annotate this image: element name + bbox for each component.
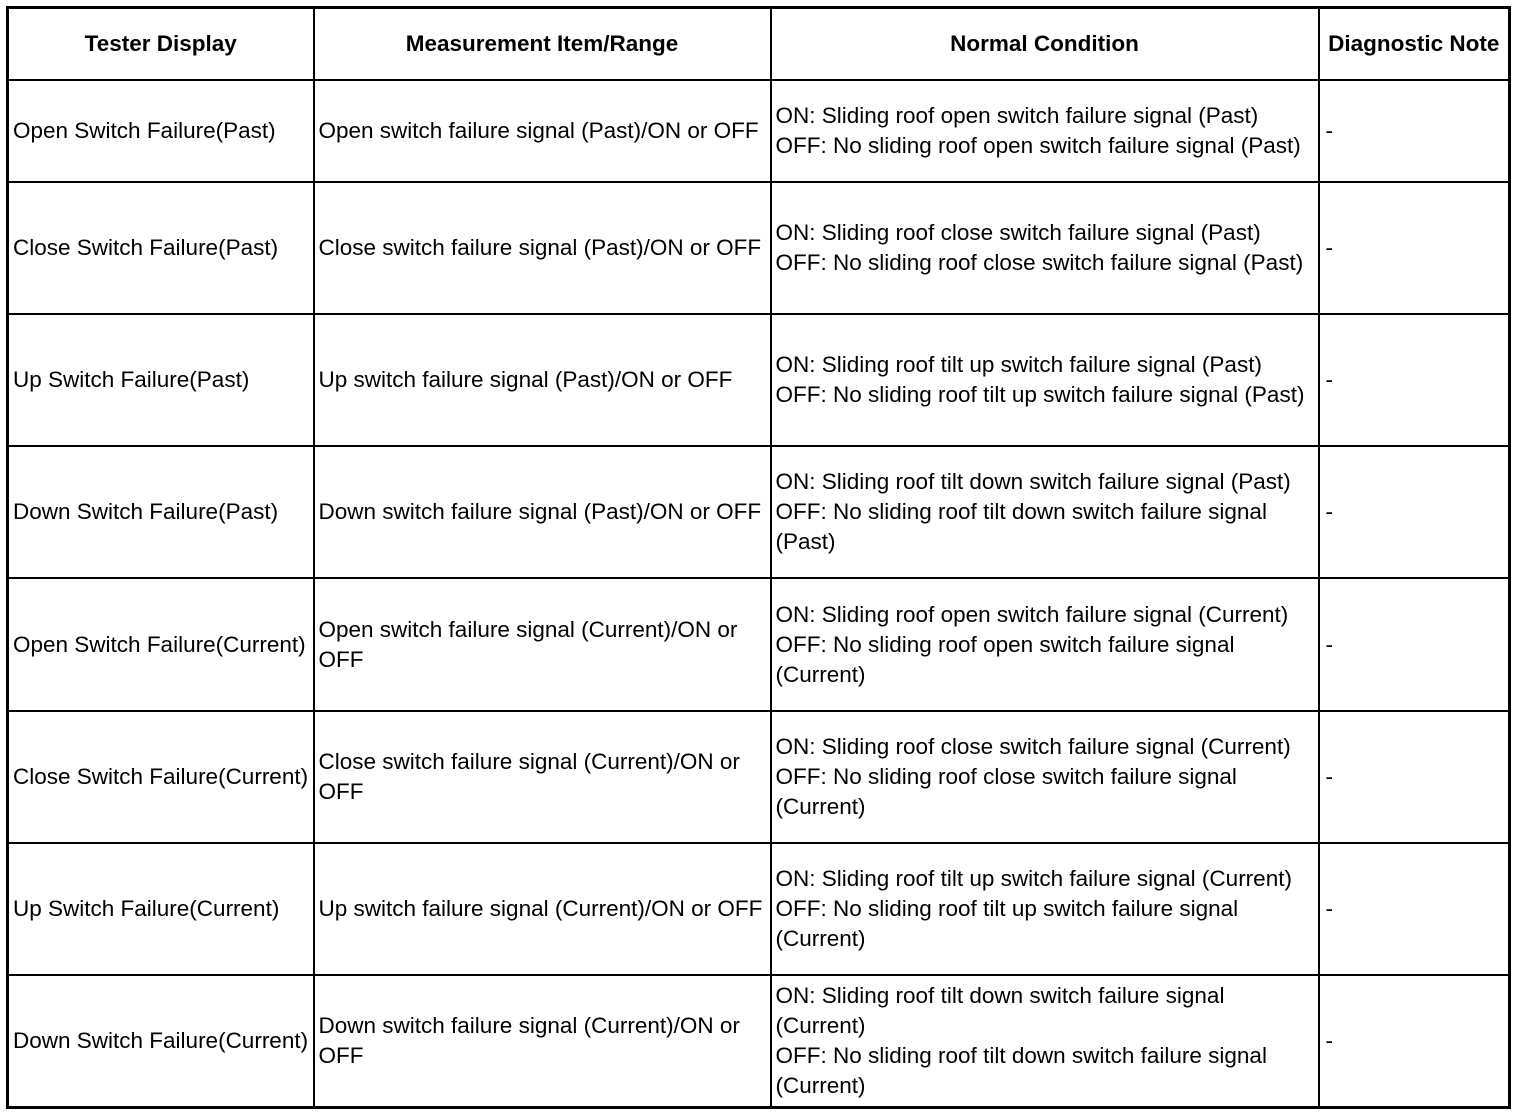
normal-condition-cell xyxy=(771,314,1319,446)
table-row xyxy=(8,578,1510,710)
diagnostic-note-cell: - xyxy=(1319,182,1510,314)
normal-condition-cell xyxy=(771,578,1319,710)
diagnostic-note-cell: - xyxy=(1319,314,1510,446)
diagnostic-note-cell: - xyxy=(1319,711,1510,843)
normal-condition-on: ON: Sliding roof tilt down switch failure signal (Current) xyxy=(775,983,1225,1039)
table-row xyxy=(8,446,1510,578)
measurement-item-cell: Up switch failure signal (Current)/ON or OFF xyxy=(314,843,771,975)
table-row xyxy=(8,843,1510,975)
table-row xyxy=(8,314,1510,446)
diagnostic-table xyxy=(6,6,1511,1109)
normal-condition-off: OFF: No sliding roof close switch failure signal (Past) xyxy=(775,249,1304,275)
header-normal-condition: Normal Condition xyxy=(771,8,1319,80)
normal-condition-off: OFF: No sliding roof tilt down switch failure signal (Past) xyxy=(775,499,1267,555)
tester-display-cell: Down Switch Failure(Current) xyxy=(8,975,314,1107)
measurement-item-cell: Close switch failure signal (Current)/ON or OFF xyxy=(314,711,771,843)
normal-condition-off: OFF: No sliding roof open switch failure signal (Past) xyxy=(775,132,1301,158)
normal-condition-on: ON: Sliding roof close switch failure signal (Current) xyxy=(775,733,1291,759)
normal-condition-on: ON: Sliding roof tilt up switch failure signal (Current) xyxy=(775,866,1292,892)
normal-condition-on: ON: Sliding roof close switch failure signal (Past) xyxy=(775,219,1261,245)
normal-condition-cell xyxy=(771,975,1319,1107)
normal-condition-off: OFF: No sliding roof tilt up switch failure signal (Current) xyxy=(775,896,1239,952)
diagnostic-note-cell: - xyxy=(1319,843,1510,975)
tester-display-cell: Open Switch Failure(Past) xyxy=(8,80,314,182)
measurement-item-cell: Close switch failure signal (Past)/ON or OFF xyxy=(314,182,771,314)
tester-display-cell: Up Switch Failure(Current) xyxy=(8,843,314,975)
normal-condition-on: ON: Sliding roof open switch failure signal (Past) xyxy=(775,102,1259,128)
tester-display-cell: Close Switch Failure(Current) xyxy=(8,711,314,843)
normal-condition-cell xyxy=(771,446,1319,578)
normal-condition-on: ON: Sliding roof open switch failure signal (Current) xyxy=(775,601,1289,627)
normal-condition-cell xyxy=(771,182,1319,314)
measurement-item-cell: Down switch failure signal (Current)/ON or OFF xyxy=(314,975,771,1107)
table-row xyxy=(8,975,1510,1107)
header-tester-display: Tester Display xyxy=(8,8,314,80)
normal-condition-cell xyxy=(771,711,1319,843)
diagnostic-note-cell: - xyxy=(1319,975,1510,1107)
table-row xyxy=(8,80,1510,182)
normal-condition-off: OFF: No sliding roof close switch failure signal (Current) xyxy=(775,763,1237,819)
normal-condition-off: OFF: No sliding roof tilt up switch failure signal (Past) xyxy=(775,382,1305,408)
tester-display-cell: Close Switch Failure(Past) xyxy=(8,182,314,314)
normal-condition-on: ON: Sliding roof tilt up switch failure signal (Past) xyxy=(775,352,1262,378)
header-measurement-item: Measurement Item/Range xyxy=(314,8,771,80)
tester-display-cell: Down Switch Failure(Past) xyxy=(8,446,314,578)
normal-condition-off: OFF: No sliding roof tilt down switch failure signal (Current) xyxy=(775,1043,1267,1099)
normal-condition-cell xyxy=(771,80,1319,182)
normal-condition-off: OFF: No sliding roof open switch failure signal (Current) xyxy=(775,631,1235,687)
measurement-item-cell: Down switch failure signal (Past)/ON or OFF xyxy=(314,446,771,578)
header-diagnostic-note: Diagnostic Note xyxy=(1319,8,1510,80)
diagnostic-note-cell: - xyxy=(1319,446,1510,578)
header-row xyxy=(8,8,1510,80)
table-row xyxy=(8,182,1510,314)
normal-condition-on: ON: Sliding roof tilt down switch failure signal (Past) xyxy=(775,469,1291,495)
table-row xyxy=(8,711,1510,843)
measurement-item-cell: Open switch failure signal (Current)/ON or OFF xyxy=(314,578,771,710)
diagnostic-note-cell: - xyxy=(1319,80,1510,182)
measurement-item-cell: Open switch failure signal (Past)/ON or OFF xyxy=(314,80,771,182)
normal-condition-cell xyxy=(771,843,1319,975)
tester-display-cell: Open Switch Failure(Current) xyxy=(8,578,314,710)
diagnostic-note-cell: - xyxy=(1319,578,1510,710)
measurement-item-cell: Up switch failure signal (Past)/ON or OFF xyxy=(314,314,771,446)
tester-display-cell: Up Switch Failure(Past) xyxy=(8,314,314,446)
